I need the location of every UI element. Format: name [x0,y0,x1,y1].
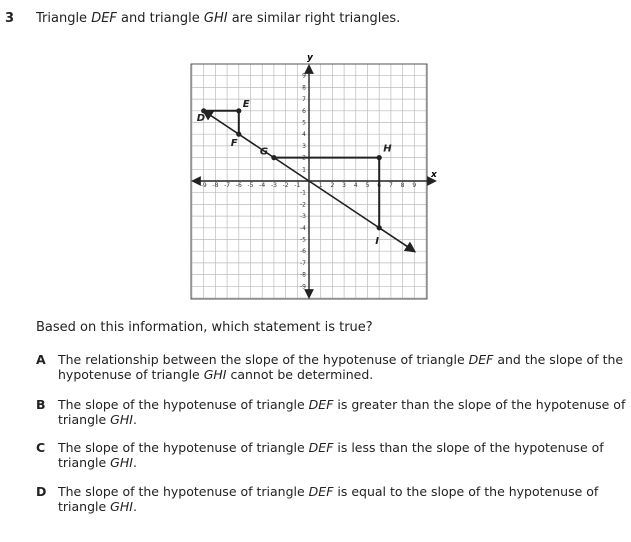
choice-b[interactable] [36,397,626,427]
point-label-g: G [259,146,269,158]
y-tick-label: 3 [302,142,306,150]
point-f [236,132,241,137]
y-tick-label: -8 [300,271,306,279]
y-tick-label: 4 [302,131,306,139]
point-i [377,225,382,230]
choice-letter: C [36,440,46,455]
choice-text: The slope of the hypotenuse of triangle DEF is less than the slope of the hypotenuse of triangle GHI. [58,440,604,470]
choice-letter: B [36,397,46,412]
choice-a[interactable] [36,352,626,382]
stem-post: are similar right triangles. [227,11,401,26]
x-tick-label: 5 [365,182,370,189]
stem-mid: and triangle [116,11,204,26]
y-tick-label: -6 [300,248,306,256]
choice-text: The relationship between the slope of the hypotenuse of triangle DEF and the slope of the hypotenuse of triangle GHI cannot be determined. [58,352,624,382]
choice-text: The slope of the hypotenuse of triangle DEF is greater than the slope of the hypotenuse of triangle GHI. [58,397,626,427]
x-tick-label: 6 [377,182,382,189]
x-tick-label: -3 [270,182,277,189]
x-tick-label: -1 [294,182,301,189]
point-label-d: D [196,112,206,124]
y-axis-label: y [307,53,313,63]
x-tick-label: -4 [259,182,266,189]
question-number: 3 [5,11,15,26]
stem-pre: Triangle [36,11,92,26]
point-e [236,108,241,113]
x-tick-label: -9 [200,182,207,189]
x-tick-label: 9 [412,182,417,189]
y-tick-label: 2 [302,154,306,162]
point-label-f: F [230,138,238,150]
y-tick-label: 5 [302,119,306,127]
choice-d[interactable] [36,484,626,514]
question-prompt: Based on this information, which statement is true? [36,320,373,335]
choice-text: The slope of the hypotenuse of triangle DEF is equal to the slope of the hypotenuse of triangle GHI. [58,484,599,514]
x-tick-label: -5 [247,182,254,189]
point-g [271,155,276,160]
x-tick-label: 8 [400,182,405,189]
x-tick-label: -2 [282,182,289,189]
choice-letter: D [36,484,47,499]
x-tick-label: 1 [318,182,323,189]
y-tick-label: 9 [302,72,306,80]
y-tick-label: 6 [302,107,306,115]
y-tick-label: -9 [300,283,306,291]
question-stem [36,11,400,26]
y-tick-label: -3 [300,213,306,221]
x-axis-label: x [431,170,437,180]
y-tick-label: 7 [302,96,306,104]
stem-triangle-ghi: GHI [203,11,228,26]
point-label-e: E [242,98,250,110]
x-tick-label: 7 [388,182,393,189]
x-tick-label: 4 [353,182,358,189]
point-label-h: H [383,143,392,155]
choice-letter: A [36,352,46,367]
y-tick-label: -5 [300,236,306,244]
point-label-i: I [375,235,379,247]
y-tick-label: 8 [302,84,306,92]
x-tick-label: -7 [224,182,231,189]
y-tick-label: -1 [300,189,306,197]
y-tick-label: -2 [300,201,306,209]
y-tick-label: 1 [302,166,306,174]
x-tick-label: 2 [330,182,335,189]
x-tick-label: 3 [342,182,347,189]
point-h [377,155,382,160]
stem-triangle-def: DEF [91,11,117,26]
choice-c[interactable] [36,440,626,470]
y-tick-label: -4 [300,224,306,232]
coordinate-graph [189,52,439,304]
x-tick-label: -6 [235,182,242,189]
y-tick-label: -7 [300,259,306,267]
x-tick-label: -8 [212,182,219,189]
